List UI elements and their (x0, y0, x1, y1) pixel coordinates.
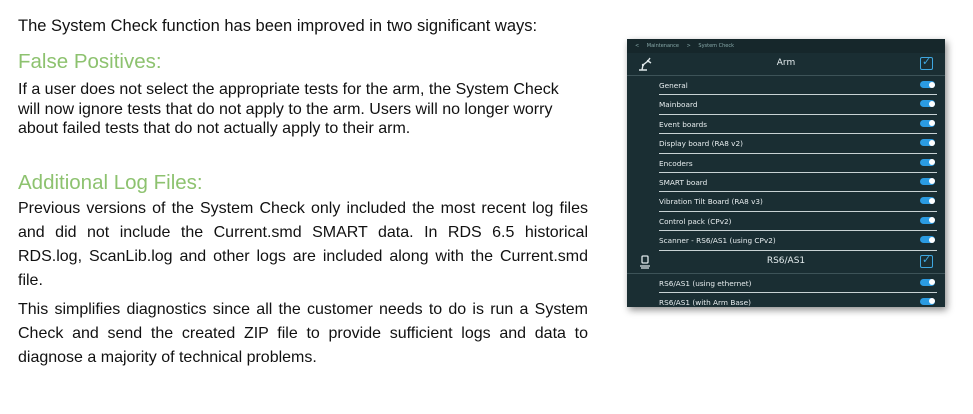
item-label: RS6/AS1 (using ethernet) (659, 278, 752, 288)
list-item[interactable] (659, 192, 937, 211)
system-check-screenshot (627, 39, 945, 307)
toggle-switch[interactable] (920, 120, 935, 127)
breadcrumb-system-check: System Check (698, 43, 735, 49)
item-label: Control pack (CPv2) (659, 216, 732, 226)
list-item[interactable] (659, 231, 937, 250)
group-items-rs6 (627, 274, 945, 307)
heading-additional-log-files: Additional Log Files: (18, 171, 203, 194)
item-label: General (659, 81, 688, 90)
list-item[interactable] (659, 95, 937, 114)
list-item[interactable] (659, 173, 937, 192)
back-icon[interactable]: < (635, 43, 640, 49)
intro-text: The System Check function has been improved in two significant ways: (18, 17, 538, 35)
item-label: RS6/AS1 (with Arm Base) (659, 297, 751, 307)
toggle-switch[interactable] (920, 81, 935, 88)
list-item[interactable] (659, 154, 937, 173)
group-checkbox-arm[interactable] (920, 57, 933, 70)
toggle-switch[interactable] (920, 197, 935, 204)
list-item[interactable] (659, 115, 937, 134)
toggle-switch[interactable] (920, 100, 935, 107)
heading-false-positives: False Positives: (18, 50, 162, 73)
paragraph-diagnostics: This simplifies diagnostics since all the customer needs to do is run a System Check and send the created ZIP file to provide sufficient logs and data to diagnose a majority of technical problems. (18, 301, 588, 366)
toggle-switch[interactable] (920, 236, 935, 243)
breadcrumb-maintenance[interactable]: Maintenance (646, 43, 679, 49)
list-item[interactable] (659, 134, 937, 153)
paragraph-log-files: Previous versions of the System Check only included the most recent log files and did not include the Current.smd SMART data. In RDS 6.5 historical RDS.log, ScanLib.log and other logs are included along with the Current.smd file. (18, 200, 588, 289)
paragraph-false-positives: If a user does not select the appropriate tests for the arm, the System Check will now ignore tests that do not apply to the arm. Users will no longer worry about failed tests that do not actually apply to their arm. (18, 81, 559, 137)
group-items-arm (627, 76, 945, 251)
breadcrumb (627, 39, 945, 53)
group-title: Arm (776, 58, 796, 68)
group-header-arm (627, 53, 945, 76)
item-label: Scanner - RS6/AS1 (using CPv2) (659, 236, 776, 246)
item-label: Display board (RA8 v2) (659, 139, 743, 149)
item-label: SMART board (659, 177, 708, 187)
group-title: RS6/AS1 (766, 255, 806, 266)
list-item[interactable] (659, 76, 937, 95)
chevron-right-icon: > (686, 43, 691, 49)
item-label: Vibration Tilt Board (RA8 v3) (659, 197, 763, 207)
toggle-switch[interactable] (920, 139, 935, 146)
item-label: Mainboard (659, 100, 698, 110)
item-label: Event boards (659, 119, 708, 129)
toggle-switch[interactable] (920, 217, 935, 224)
toggle-switch[interactable] (920, 298, 935, 305)
toggle-switch[interactable] (920, 178, 935, 185)
group-header-rs6 (627, 251, 945, 274)
item-label: Encoders (659, 158, 693, 168)
list-item[interactable] (659, 274, 937, 293)
toggle-switch[interactable] (920, 159, 935, 166)
list-item[interactable] (659, 212, 937, 231)
toggle-switch[interactable] (920, 279, 935, 286)
list-item[interactable] (659, 293, 937, 307)
group-checkbox-rs6[interactable] (920, 255, 933, 268)
